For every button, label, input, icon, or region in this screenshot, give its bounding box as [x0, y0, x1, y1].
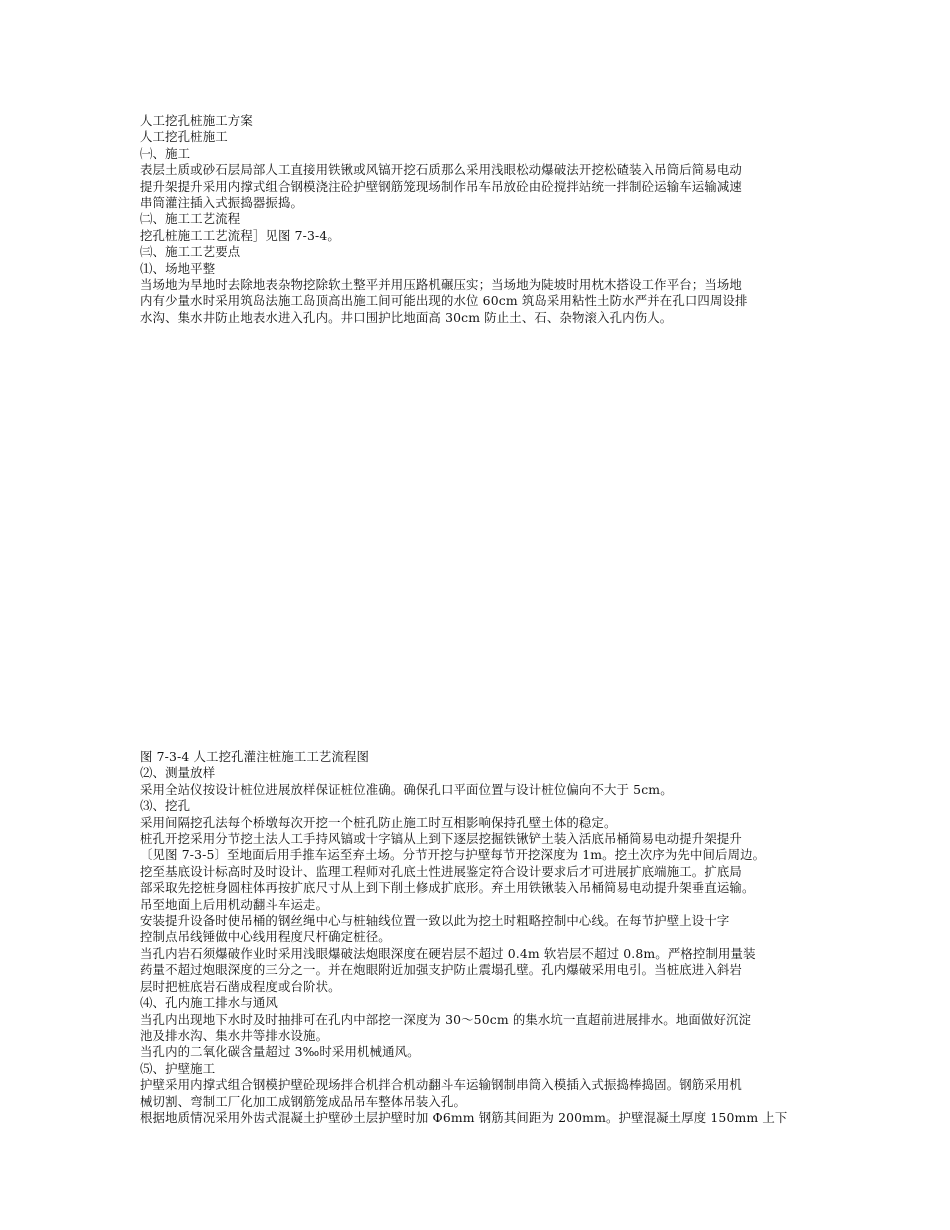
top-text-line: 当场地为旱地时去除地表杂物挖除软土整平并用压路机碾压实；当场地为陡坡时用枕木搭设工作平台；当场地: [140, 277, 742, 293]
top-text-line: ㈠、施工: [140, 145, 191, 161]
top-text-line: 串筒灌注插入式振捣器振捣。: [140, 195, 304, 211]
bottom-text-line: 桩孔开挖采用分节挖土法人工手持风镐或十字镐从上到下逐层挖掘铁锹铲土装入活底吊桶简易电动提升架提升: [140, 831, 742, 847]
bottom-text-line: 控制点吊线锤做中心线用程度尺杆确定桩径。: [140, 929, 391, 945]
bottom-text-line: 当孔内出现地下水时及时抽排可在孔内中部挖一深度为 30～50cm 的集水坑一直超前进展排水。地面做好沉淀: [140, 1011, 752, 1027]
bottom-text-line: 械切割、弯制工厂化加工成钢筋笼成品吊车整体吊装入孔。: [140, 1093, 467, 1109]
bottom-text-line: 图 7-3-4 人工挖孔灌注桩施工工艺流程图: [140, 749, 370, 764]
bottom-text-line: 安装提升设备时使吊桶的钢丝绳中心与桩轴线位置一致以此为挖土时粗略控制中心线。在每节护壁上设十字: [140, 913, 730, 929]
top-text-line: 表层土质或砂石层局部人工直接用铁锹或风镐开挖石质那么采用浅眼松动爆破法开挖松碴装入吊筒后简易电动: [140, 162, 742, 178]
bottom-text-line: 当孔内的二氧化碳含量超过 3‰时采用机械通风。: [140, 1044, 420, 1060]
bottom-text-line: 层时把桩底岩石凿成程度或台阶状。: [140, 978, 341, 994]
bottom-text-line: 当孔内岩石须爆破作业时采用浅眼爆破法炮眼深度在硬岩层不超过 0.4m 软岩层不超过 0.8m。严格控制用量装: [140, 945, 756, 961]
bottom-text-line: 药量不超过炮眼深度的三分之一。并在炮眼附近加强支护防止震塌孔壁。孔内爆破采用电引。当桩底进入斜岩: [140, 962, 742, 978]
bottom-text-line: 根据地质情况采用外齿式混凝土护壁砂土层护壁时加 Φ6mm 钢筋其间距为 200mm。护壁混凝土厚度 150mm 上下: [140, 1109, 788, 1125]
bottom-text-line: 池及排水沟、集水井等排水设施。: [140, 1027, 329, 1043]
bottom-text-line: ⑸、护壁施工: [140, 1060, 216, 1076]
top-text-line: 人工挖孔桩施工: [140, 129, 228, 145]
bottom-text-line: ⑶、挖孔: [140, 798, 191, 814]
top-text-line: 内有少量水时采用筑岛法施工岛顶高出施工间可能出现的水位 60cm 筑岛采用粘性土防水严并在孔口四周设排: [140, 293, 748, 309]
bottom-text-line: 〔见图 7-3-5〕至地面后用手推车运至弃土场。分节开挖与护壁每节开挖深度为 1m。挖土次序为先中间后周边。: [140, 847, 766, 863]
top-text-line: 挖孔桩施工工艺流程］见图 7-3-4。: [140, 227, 340, 243]
bottom-text-line: 护壁采用内撑式组合钢模护壁砼现场拌合机拌合机动翻斗车运输钢制串筒入模插入式振捣棒捣固。钢筋采用机: [140, 1077, 742, 1093]
top-text-line: 人工挖孔桩施工方案: [140, 113, 253, 128]
bottom-text-line: 采用全站仪按设计桩位进展放样保证桩位准确。确保孔口平面位置与设计桩位偏向不大于 5cm。: [140, 781, 673, 797]
top-text-line: ㈡、施工工艺流程: [140, 211, 241, 227]
top-text-line: ⑴、场地平整: [140, 260, 216, 276]
top-text-line: 提升架提升采用内撑式组合钢模浇注砼护壁钢筋笼现场制作吊车吊放砼由砼搅拌站统一拌制砼运输车运输减速: [140, 178, 742, 194]
document-body-bottom: [140, 749, 824, 1126]
bottom-text-line: 吊至地面上后用机动翻斗车运走。: [140, 896, 329, 912]
bottom-text-line: ⑷、孔内施工排水与通风: [140, 995, 278, 1011]
bottom-text-line: 部采取先挖桩身圆柱体再按扩底尺寸从上到下削土修成扩底形。弃土用铁锹装入吊桶简易电动提升架垂直运输。: [140, 880, 755, 896]
top-text-line: ㈢、施工工艺要点: [140, 244, 241, 260]
figure-placeholder: [140, 324, 824, 744]
document-body-top: [140, 113, 824, 326]
bottom-text-line: ⑵、测量放样: [140, 765, 216, 781]
bottom-text-line: 采用间隔挖孔法每个桥墩每次开挖一个桩孔防止施工时互相影响保持孔壁土体的稳定。: [140, 814, 617, 830]
bottom-text-line: 挖至基底设计标高时及时设计、监理工程师对孔底土性进展鉴定符合设计要求后才可进展扩底端施工。扩底局: [140, 863, 742, 879]
top-text-line: 水沟、集水井防止地表水进入孔内。井口围护比地面高 30cm 防止土、石、杂物滚入孔内伤人。: [140, 309, 673, 325]
